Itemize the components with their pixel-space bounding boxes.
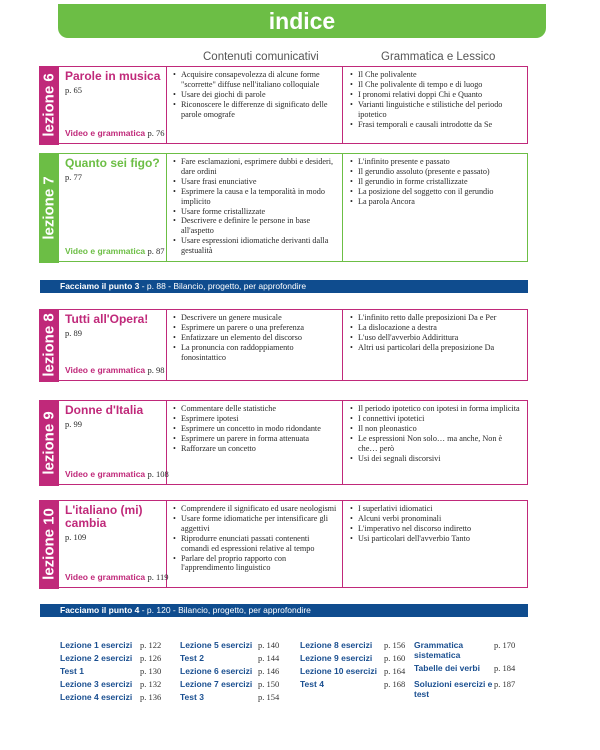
video-grammar-label: Video e grammatica xyxy=(65,128,146,138)
comm-item: • Riconoscere le differenze di significato delle parole omografe xyxy=(173,100,337,120)
index-entry-page: p. 126 xyxy=(140,653,162,663)
lesson-tab xyxy=(39,153,59,263)
gram-item: • Alcuni verbi pronominali xyxy=(350,514,522,524)
lesson-tab-label: lezione 9 xyxy=(40,410,58,475)
index-entry-name: Lezione 10 esercizi xyxy=(300,666,378,676)
comm-item: • Esprimere la causa e la temporalità in modo implicito xyxy=(173,187,337,207)
comm-item: • La pronuncia con raddoppiamento fonosintattico xyxy=(173,343,337,363)
gram-item: • La dislocazione a destra xyxy=(350,323,522,333)
video-grammar-page: p. 98 xyxy=(147,365,165,375)
lesson-tab-label: lezione 8 xyxy=(40,313,58,377)
lesson-info-cell xyxy=(61,154,167,261)
lesson-tab xyxy=(39,500,59,589)
column-header-gram: Grammatica e Lessico xyxy=(381,51,496,63)
index-entry[interactable] xyxy=(180,640,298,653)
gram-item: • La posizione del soggetto con il gerundio xyxy=(350,187,522,197)
lesson-info-cell xyxy=(61,501,167,587)
index-entry[interactable] xyxy=(180,692,298,705)
lesson-tab-label: lezione 7 xyxy=(40,175,58,240)
lesson-tab xyxy=(39,66,59,145)
index-column xyxy=(300,640,424,692)
gram-list xyxy=(350,404,522,463)
gram-cell xyxy=(344,67,527,143)
comm-item: • Usare dei giochi di parole xyxy=(173,90,337,100)
gram-item: • L'uso dell'avverbio Addirittura xyxy=(350,333,522,343)
video-grammar-link[interactable] xyxy=(65,365,165,375)
comm-list xyxy=(173,70,337,120)
video-grammar-link[interactable] xyxy=(65,246,165,256)
comm-item: • Riprodurre enunciati passati contenenti comandi ed espressioni relative al tempo xyxy=(173,534,337,554)
comm-list xyxy=(173,504,337,573)
index-entry[interactable] xyxy=(414,663,534,676)
index-entry-name: Lezione 4 esercizi xyxy=(60,692,133,702)
comm-list xyxy=(173,404,337,454)
lesson-title[interactable]: Donne d'Italia xyxy=(65,403,144,417)
index-entry-page: p. 156 xyxy=(384,640,406,650)
index-entry-page: p. 187 xyxy=(494,679,516,689)
lesson-box xyxy=(40,309,528,381)
comm-item: • Comprendere il significato ed usare neologismi xyxy=(173,504,337,514)
lesson-title[interactable]: Tutti all'Opera! xyxy=(65,312,149,326)
index-entry-page: p. 168 xyxy=(384,679,406,689)
comm-item: • Usare espressioni idiomatiche derivanti dalla gestualità xyxy=(173,236,337,256)
video-grammar-link[interactable] xyxy=(65,128,165,138)
lesson-tab-label: lezione 10 xyxy=(40,508,58,580)
index-entry-name: Lezione 1 esercizi xyxy=(60,640,133,650)
comm-item: • Esprimere ipotesi xyxy=(173,414,337,424)
video-grammar-label: Video e grammatica xyxy=(65,469,146,479)
gram-list xyxy=(350,70,522,129)
lesson-page: p. 99 xyxy=(65,419,82,429)
video-grammar-link[interactable] xyxy=(65,572,168,582)
video-grammar-label: Video e grammatica xyxy=(65,246,146,256)
comm-item: • Commentare delle statistiche xyxy=(173,404,337,414)
lesson-title[interactable]: Parole in musica xyxy=(65,69,161,83)
lesson-page: p. 89 xyxy=(65,328,82,338)
comm-list xyxy=(173,313,337,363)
lesson-page: p. 109 xyxy=(65,532,87,542)
gram-list xyxy=(350,504,522,544)
lesson-box xyxy=(40,500,528,588)
comm-item: • Parlare del proprio rapporto con l'apprendimento linguistico xyxy=(173,554,337,574)
index-entry-name: Test 2 xyxy=(180,653,204,663)
lesson-info-cell xyxy=(61,310,167,380)
column-header-comm: Contenuti comunicativi xyxy=(203,51,319,63)
lesson-tab-label: lezione 6 xyxy=(40,73,58,137)
index-entry-name: Lezione 9 esercizi xyxy=(300,653,373,663)
video-grammar-page: p. 87 xyxy=(147,246,165,256)
lesson-box xyxy=(40,153,528,262)
comm-cell xyxy=(168,401,343,484)
video-grammar-page: p. 76 xyxy=(147,128,165,138)
comm-item: • Acquisire consapevolezza di alcune forme "scorrette" diffuse nell'italiano colloquiale xyxy=(173,70,337,90)
comm-item: • Esprimere un parere o una preferenza xyxy=(173,323,337,333)
gram-item: • La parola Ancora xyxy=(350,197,522,207)
lesson-box xyxy=(40,400,528,485)
index-entry-page: p. 154 xyxy=(258,692,280,702)
page-title: indice xyxy=(58,4,546,38)
gram-item: • Il gerundio assoluto (presente e passato) xyxy=(350,167,522,177)
lesson-box xyxy=(40,66,528,144)
comm-item: • Usare forme idiomatiche per intensificare gli aggettivi xyxy=(173,514,337,534)
review-bar-detail: - p. 120 - Bilancio, progetto, per approfondire xyxy=(139,605,311,615)
index-entry-name: Soluzioni esercizi e test xyxy=(414,679,493,699)
index-entry-name: Lezione 7 esercizi xyxy=(180,679,253,689)
index-entry[interactable] xyxy=(60,653,180,666)
review-bar-detail: - p. 88 - Bilancio, progetto, per approfondire xyxy=(139,281,307,291)
index-entry-page: p. 146 xyxy=(258,666,280,676)
index-entry-page: p. 160 xyxy=(384,653,406,663)
gram-item: • Il periodo ipotetico con ipotesi in forma implicita xyxy=(350,404,522,414)
lesson-title[interactable]: Quanto sei figo? xyxy=(65,156,160,170)
index-entry[interactable] xyxy=(60,666,180,679)
index-entry[interactable] xyxy=(300,679,424,692)
index-entry[interactable] xyxy=(300,640,424,653)
comm-item: • Fare esclamazioni, esprimere dubbi e desideri, dare ordini xyxy=(173,157,337,177)
video-grammar-label: Video e grammatica xyxy=(65,365,146,375)
index-entry[interactable] xyxy=(60,640,180,653)
index-column xyxy=(414,640,534,702)
gram-item: • Il Che polivalente di tempo e di luogo xyxy=(350,80,522,90)
video-grammar-page: p. 108 xyxy=(147,469,169,479)
gram-item: • I pronomi relativi doppi Chi e Quanto xyxy=(350,90,522,100)
review-bar-title: Facciamo il punto 3 xyxy=(60,281,140,291)
lesson-page: p. 65 xyxy=(65,85,82,95)
index-entry-name: Test 3 xyxy=(180,692,204,702)
index-entry[interactable] xyxy=(414,679,534,699)
gram-item: • L'imperativo nel discorso indiretto xyxy=(350,524,522,534)
index-entry[interactable] xyxy=(300,653,424,666)
gram-cell xyxy=(344,501,527,587)
gram-item: • Usi particolari dell'avverbio Tanto xyxy=(350,534,522,544)
index-entry-page: p. 144 xyxy=(258,653,280,663)
comm-cell xyxy=(168,67,343,143)
gram-cell xyxy=(344,401,527,484)
gram-list xyxy=(350,157,522,207)
review-bar[interactable] xyxy=(40,604,528,617)
index-entry-page: p. 170 xyxy=(494,640,516,650)
index-entry[interactable] xyxy=(60,679,180,692)
gram-item: • Altri usi particolari della preposizione Da xyxy=(350,343,522,353)
index-entry[interactable] xyxy=(300,666,424,679)
index-entry-name: Lezione 6 esercizi xyxy=(180,666,253,676)
lesson-page: p. 77 xyxy=(65,172,82,182)
gram-item: • Le espressioni Non solo… ma anche, Non è che… però xyxy=(350,434,522,454)
index-entry-page: p. 130 xyxy=(140,666,162,676)
index-entry-name: Test 4 xyxy=(300,679,324,689)
gram-item: • Varianti linguistiche e stilistiche del periodo ipotetico xyxy=(350,100,522,120)
gram-item: • Il non pleonastico xyxy=(350,424,522,434)
index-entry[interactable] xyxy=(180,666,298,679)
comm-item: • Descrivere e definire le persone in base all'aspetto xyxy=(173,216,337,236)
index-entry-page: p. 140 xyxy=(258,640,280,650)
comm-cell xyxy=(168,501,343,587)
gram-item: • I superlativi idiomatici xyxy=(350,504,522,514)
gram-item: • L'infinito retto dalle preposizioni Da e Per xyxy=(350,313,522,323)
comm-item: • Descrivere un genere musicale xyxy=(173,313,337,323)
index-entry-name: Lezione 2 esercizi xyxy=(60,653,133,663)
index-entry-page: p. 164 xyxy=(384,666,406,676)
comm-list xyxy=(173,157,337,256)
video-grammar-label: Video e grammatica xyxy=(65,572,146,582)
gram-list xyxy=(350,313,522,353)
gram-item: • Il Che polivalente xyxy=(350,70,522,80)
comm-item: • Usare forme cristallizzate xyxy=(173,207,337,217)
index-entry[interactable] xyxy=(180,679,298,692)
index-entry-page: p. 184 xyxy=(494,663,516,673)
lesson-tab xyxy=(39,309,59,382)
index-entry-name: Tabelle dei verbi xyxy=(414,663,480,673)
gram-item: • Frasi temporali e causali introdotte da Se xyxy=(350,120,522,130)
lesson-title[interactable]: L'italiano (mi) cambia xyxy=(65,503,143,530)
gram-item: • Il gerundio in forme cristallizzate xyxy=(350,177,522,187)
gram-cell xyxy=(344,154,527,261)
review-bar-title: Facciamo il punto 4 xyxy=(60,605,140,615)
video-grammar-page: p. 119 xyxy=(147,572,169,582)
gram-item: • Usi dei segnali discorsivi xyxy=(350,454,522,464)
index-entry-page: p. 150 xyxy=(258,679,280,689)
lesson-tab xyxy=(39,400,59,486)
index-entry-name: Lezione 3 esercizi xyxy=(60,679,133,689)
gram-cell xyxy=(344,310,527,380)
index-entry-name: Grammatica sistematica xyxy=(414,640,464,660)
index-entry-name: Lezione 5 esercizi xyxy=(180,640,253,650)
index-entry[interactable] xyxy=(414,640,534,660)
index-column xyxy=(180,640,298,705)
index-entry-name: Lezione 8 esercizi xyxy=(300,640,373,650)
comm-item: • Enfatizzare un elemento del discorso xyxy=(173,333,337,343)
index-entry-page: p. 122 xyxy=(140,640,162,650)
gram-item: • L'infinito presente e passato xyxy=(350,157,522,167)
comm-item: • Usare frasi enunciative xyxy=(173,177,337,187)
review-bar[interactable] xyxy=(40,280,528,293)
gram-item: • I connettivi ipotetici xyxy=(350,414,522,424)
comm-cell xyxy=(168,154,343,261)
comm-item: • Esprimere un concetto in modo ridondante xyxy=(173,424,337,434)
comm-item: • Esprimere un parere in forma attenuata xyxy=(173,434,337,444)
comm-cell xyxy=(168,310,343,380)
lesson-info-cell xyxy=(61,401,167,484)
index-entry[interactable] xyxy=(60,692,180,705)
index-entry-name: Test 1 xyxy=(60,666,84,676)
lesson-info-cell xyxy=(61,67,167,143)
index-entry[interactable] xyxy=(180,653,298,666)
video-grammar-link[interactable] xyxy=(65,469,169,479)
index-column xyxy=(60,640,180,705)
index-entry-page: p. 136 xyxy=(140,692,162,702)
index-entry-page: p. 132 xyxy=(140,679,162,689)
comm-item: • Rafforzare un concetto xyxy=(173,444,337,454)
